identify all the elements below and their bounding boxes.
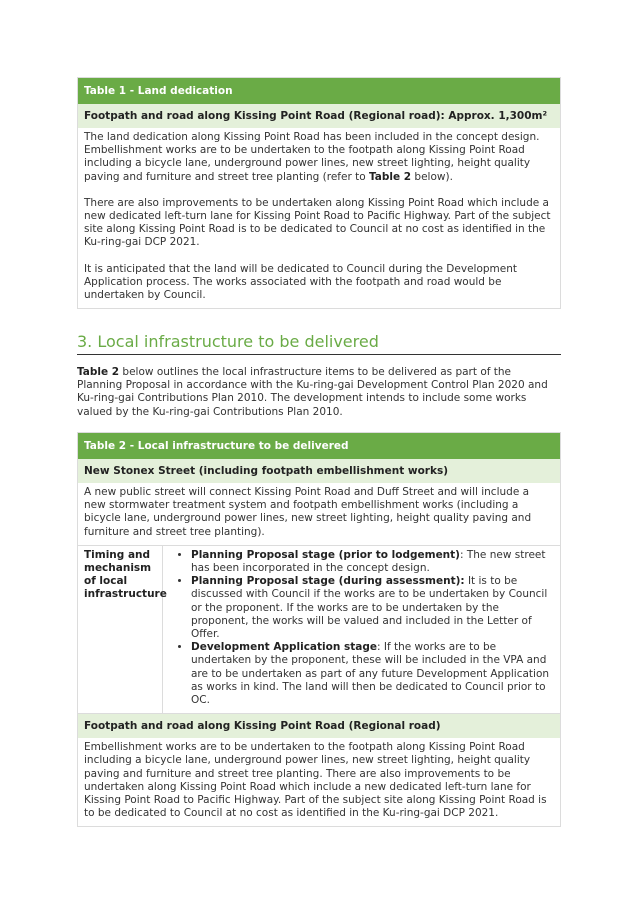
table-local-infrastructure [77, 432, 561, 827]
text: : The new street has been incorporated in the concept design. [191, 548, 546, 575]
table-subheader: Footpath and road along Kissing Point Road (Regional road): Approx. 1,300m² [78, 104, 560, 128]
table-land-dedication [77, 77, 561, 309]
paragraph: It is anticipated that the land will be dedicated to Council during the Development Application process. The works associated with the footpath and road would be undertaken by Council. [84, 262, 517, 302]
text: It is to be discussed with Council if the works are to be undertaken by Council or the proponent. If the works are to be undertaken by the proponent, the works will be valued and included in the Letter of Offer. [191, 575, 548, 641]
list-item [191, 549, 554, 575]
row-label: Timing and mechanism of local infrastructure [78, 546, 163, 713]
text: The land dedication along Kissing Point Road has been included in the concept design. Embellishment works are to be undertaken to the footpath along Kissing Point Road including a bicycle lane, underground power lines, new street lighting, height quality paving and furniture and street tree planting (refer to [84, 131, 540, 183]
table-body: A new public street will connect Kissing Point Road and Duff Street and will include a new stormwater treatment system and footpath embellishment works (including a bicycle lane, underground power lines, new street lighting, height quality paving and furniture and street tree planting). [84, 486, 532, 538]
list-item [191, 575, 554, 641]
paragraph [84, 131, 554, 184]
text: : If the works are to be undertaken by the proponent, these will be included in the VPA and are to be undertaken as part of any future Development Application as works in kind. The land will then be dedicated to Council prior to OC. [191, 641, 550, 707]
table-body: Embellishment works are to be undertaken to the footpath along Kissing Point Road including a bicycle lane, underground power lines, new street lighting, height quality paving and furniture and street tree planting. There are also improvements to be undertaken along Kissing Point Road which include a new dedicated left-turn lane for Kissing Point Road to Pacific Highway. Part of the subject site along Kissing Point Road is to be dedicated to Council at no cost as identified in the Ku-ring-gai DCP 2021. [84, 741, 547, 820]
text: below). [411, 170, 453, 183]
table-reference: Table 2 [77, 366, 120, 378]
table-body [78, 128, 560, 308]
table-header: Table 2 - Local infrastructure to be delivered [78, 433, 560, 459]
bullet-list [169, 549, 554, 707]
section-intro [77, 366, 557, 419]
table-reference: Table 2 [369, 170, 412, 183]
bullet-title: Development Application stage [191, 641, 377, 654]
table-header: Table 1 - Land dedication [78, 78, 560, 104]
bullet-title: Planning Proposal stage (prior to lodgement) [191, 548, 460, 561]
bullet-title: Planning Proposal stage (during assessment): [191, 575, 465, 588]
list-item [191, 641, 554, 707]
table-subheader: New Stonex Street (including footpath embellishment works) [78, 459, 560, 483]
paragraph: There are also improvements to be undertaken along Kissing Point Road which include a new dedicated left-turn lane for Kissing Point Road to Pacific Highway. Part of the subject site along Kissing Point Road is to be dedicated to Council at no cost as identified in the Ku-ring-gai DCP 2021. [84, 196, 551, 249]
timing-row [78, 545, 560, 713]
row-content [163, 546, 560, 713]
section-heading: 3. Local infrastructure to be delivered [77, 332, 561, 355]
table-subheader: Footpath and road along Kissing Point Road (Regional road) [78, 713, 560, 738]
text: below outlines the local infrastructure items to be delivered as part of the Planning Proposal in accordance with the Ku-ring-gai Development Control Plan 2020 and Ku-ring-gai Contributions Plan 2010. The development intends to include some works valued by the Ku-ring-gai Contributions Plan 2010. [77, 366, 548, 418]
